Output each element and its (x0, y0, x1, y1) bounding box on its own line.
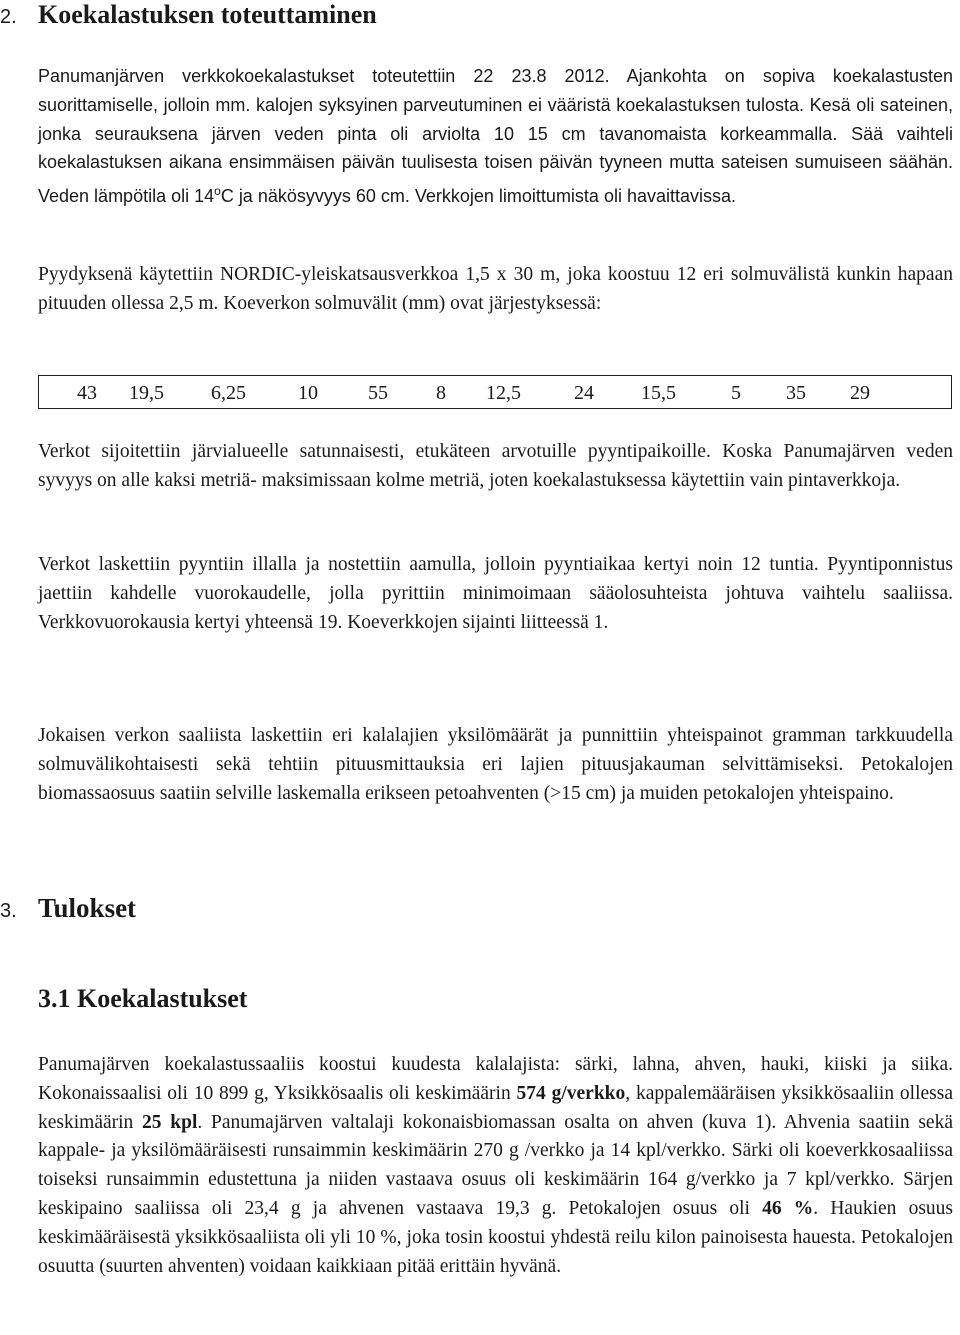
section-3-number: 3. (0, 900, 17, 922)
paragraph-gear: Pyydyksenä käytettiin NORDIC-yleiskatsausverkkoa 1,5 x 30 m, joka koostuu 12 eri solmuvälistä kunkin hapaan pituuden ollessa 2,5 m. Koeverkon solmuvälit (mm) ovat järjestyksessä: (38, 264, 953, 314)
p1-text-1: Panumanjärven verkkokoekalastukset toteutettiin 22 23.8 2012. Ajankohta on sopiva koekalastusten suorittamiselle, jolloin mm. kalojen syksyinen parveutuminen ei vääristä koekalastuksen tulosta. Kesä oli sateinen, jonka seurauksena järven veden pinta oli arviolta 10 15 cm tavanomaista korkeammalla. Sää vaihteli koekalastuksen aikana ensimmäisen päivän tuulisesta toisen päivän tyyneen mutta sateisen sumuiseen säähän. Veden lämpötila oli 14 (38, 66, 953, 207)
mesh-size-cell: 43 (77, 381, 97, 404)
mesh-size-cell: 35 (786, 381, 806, 404)
section-3-1-heading: 3.1 Koekalastukset (38, 984, 248, 1013)
mesh-size-cell: 10 (298, 381, 318, 404)
mesh-size-cell: 55 (368, 381, 388, 404)
mesh-size-cell: 29 (850, 381, 870, 404)
section-2-heading (0, 0, 377, 30)
mesh-size-cell: 15,5 (641, 381, 676, 404)
mesh-size-cell: 6,25 (211, 381, 246, 404)
p1-text-2: C ja näkösyvyys 60 cm. Verkkojen limoittumista oli havaittavissa. (220, 186, 737, 207)
section-2-title: Koekalastuksen toteuttaminen (38, 0, 377, 29)
mesh-size-cell: 12,5 (486, 381, 521, 404)
mesh-size-cell: 24 (574, 381, 594, 404)
degree-sign: o (214, 184, 221, 199)
paragraph-fishing-dates (38, 62, 953, 211)
mesh-size-cell: 19,5 (129, 381, 164, 404)
catch-per-net-value: 574 g/verkko (516, 1082, 626, 1104)
section-3-heading (0, 893, 136, 924)
mesh-size-table (38, 375, 952, 409)
p6-text-4: . Haukien osuus keskimääräisestä yksikkösaaliista oli yli 10 %, joka tosin koostui yhdestä reilu kilon painoisesta hauesta. Petokalojen osuutta (suurten ahventen) voidaan kaikkiaan pitää erittäin hyvänä. (38, 1197, 953, 1277)
p6-text-3: . Panumajärven valtalaji kokonaisbiomassan osalta on ahven (kuva 1). Ahvenia saatiin sekä kappale- ja yksilömääräisesti runsaimmin keskimäärin 270 g /verkko ja 14 kpl/verkko. Särki oli koeverkkosaaliissa toiseksi runsaimmin edustettuna ja niiden vastaava osuus oli keskimäärin 164 g/verkko ja 7 kpl/verkko. Särjen keskipaino saaliissa oli 23,4 g ja ahvenen vastaava 19,3 g. Petokalojen osuus oli (38, 1111, 953, 1219)
predator-share-value: 46 % (762, 1197, 814, 1219)
p6-text-1: Panumajärven koekalastussaaliis koostui kuudesta kalalajista: särki, lahna, ahven, hauki, kiiski ja siika. Kokonaissaalisi oli 10 899 g, Yksikkösaalis oli keskimäärin (38, 1054, 953, 1104)
mesh-size-cell: 8 (436, 381, 446, 404)
section-2-number: 2. (0, 6, 17, 28)
count-per-net-value: 25 kpl (142, 1111, 198, 1133)
paragraph-catch-results (38, 1051, 953, 1281)
mesh-size-cell: 5 (731, 381, 741, 404)
paragraph-fishing-effort: Verkot laskettiin pyyntiin illalla ja nostettiin aamulla, jolloin pyyntiaikaa kertyi noin 12 tuntia. Pyyntiponnistus jaettiin kahdelle vuorokaudelle, jolla pyrittiin minimoimaan sääolosuhteista johtuva vaihtelu saaliissa. Verkkovuorokausia kertyi yhteensä 19. Koeverkkojen sijainti liitteessä 1. (38, 554, 953, 633)
paragraph-net-placement: Verkot sijoitettiin järvialueelle satunnaisesti, etukäteen arvotuille pyyntipaikoille. Koska Panumajärven veden syvyys on alle kaksi metriä- maksimissaan kolme metriä, joten koekalastuksessa käytettiin vain pintaverkkoja. (38, 441, 953, 491)
section-3-title: Tulokset (38, 893, 137, 923)
mesh-size-row (77, 376, 880, 410)
p6-text-2: , kappalemääräisen yksikkösaaliin ollessa keskimäärin (38, 1082, 953, 1133)
paragraph-catch-processing: Jokaisen verkon saaliista laskettiin eri kalalajien yksilömäärät ja punnittiin yhteispainot gramman tarkkuudella solmuvälikohtaisesti sekä tehtiin pituusmittauksia eri lajien pituusjakauman selvittämiseksi. Petokalojen biomassaosuus saatiin selville laskemalla erikseen petoahventen (>15 cm) ja muiden petokalojen yhteispaino. (38, 725, 953, 804)
